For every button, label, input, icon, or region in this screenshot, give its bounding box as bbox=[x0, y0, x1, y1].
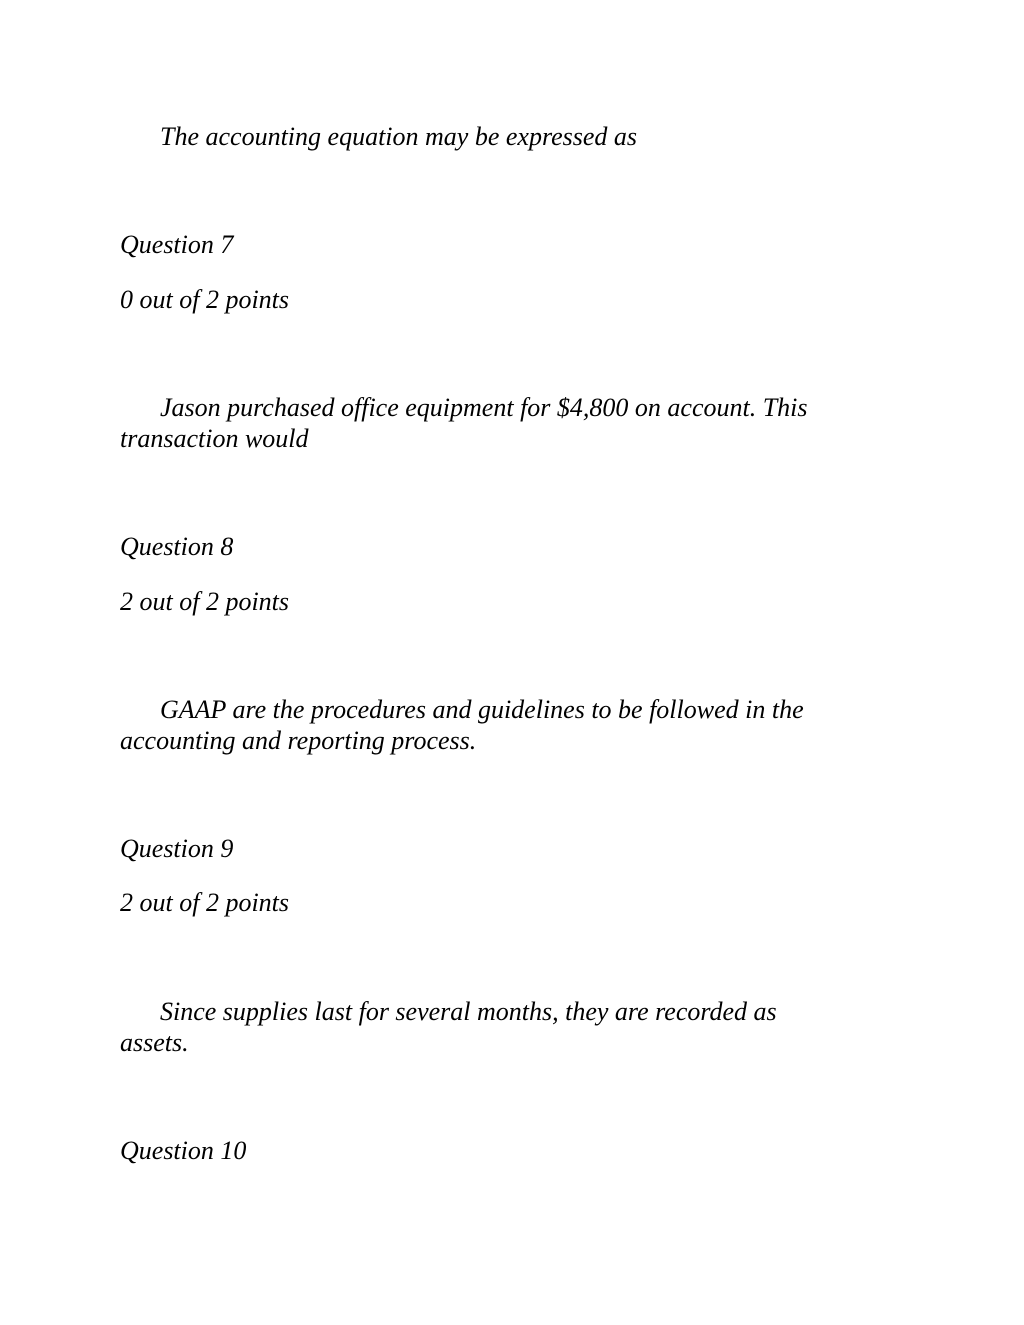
question-10-heading: Question 10 bbox=[120, 1136, 247, 1165]
question-7-heading: Question 7 bbox=[120, 230, 234, 259]
question-6-text: The accounting equation may be expressed as bbox=[160, 122, 638, 151]
question-9-heading: Question 9 bbox=[120, 834, 234, 863]
question-9-score: 2 out of 2 points bbox=[120, 888, 290, 917]
question-8-heading: Question 8 bbox=[120, 532, 234, 561]
question-7-score: 0 out of 2 points bbox=[120, 285, 290, 314]
question-8-score: 2 out of 2 points bbox=[120, 587, 290, 616]
question-7-text: Jason purchased office equipment for $4,800 on account. This transaction would bbox=[120, 393, 808, 453]
question-9-text: Since supplies last for several months, they are recorded as assets. bbox=[120, 997, 777, 1057]
question-8-text: GAAP are the procedures and guidelines to be followed in the accounting and reporting process. bbox=[120, 695, 804, 755]
